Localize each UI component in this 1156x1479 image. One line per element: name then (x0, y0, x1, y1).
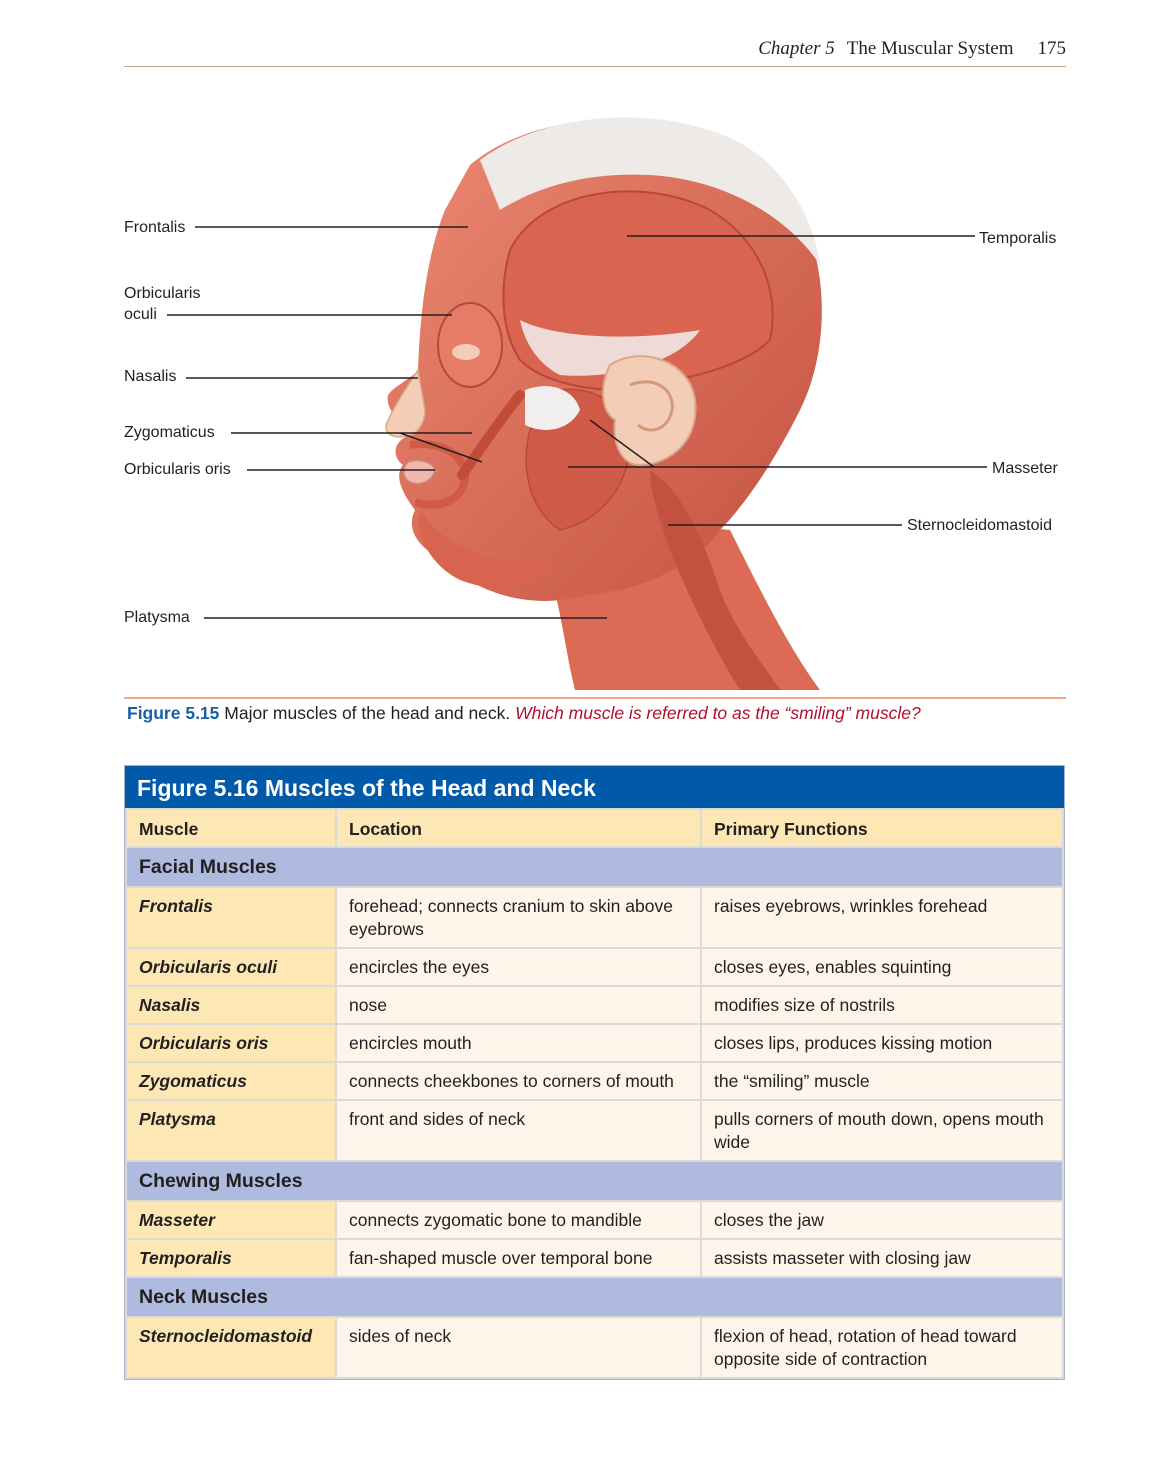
muscle-function: pulls corners of mouth down, opens mouth wide (701, 1100, 1063, 1161)
muscle-location: connects cheekbones to corners of mouth (336, 1062, 701, 1100)
muscle-name: Temporalis (126, 1239, 336, 1277)
caption-question: Which muscle is referred to as the “smiling” muscle? (515, 703, 921, 723)
muscle-location: sides of neck (336, 1317, 701, 1378)
label-orbicularis-oris: Orbicularis oris (124, 461, 231, 478)
muscle-location: forehead; connects cranium to skin above eyebrows (336, 887, 701, 948)
chapter-label: Chapter 5 (758, 38, 835, 59)
muscle-function: the “smiling” muscle (701, 1062, 1063, 1100)
muscle-location: fan-shaped muscle over temporal bone (336, 1239, 701, 1277)
group-neck-label: Neck Muscles (126, 1277, 1063, 1317)
muscle-function: modifies size of nostrils (701, 986, 1063, 1024)
table-row (126, 1239, 1063, 1277)
label-masseter: Masseter (992, 460, 1058, 477)
muscle-function: closes eyes, enables squinting (701, 948, 1063, 986)
group-facial-label: Facial Muscles (126, 847, 1063, 887)
caption-text: Major muscles of the head and neck. (224, 703, 511, 723)
label-sternocleidomastoid: Sternocleidomastoid (907, 517, 1052, 534)
label-orbicularis-oculi-2: oculi (124, 306, 157, 323)
muscle-function: flexion of head, rotation of head toward opposite side of contraction (701, 1317, 1063, 1378)
muscle-name: Orbicularis oculi (126, 948, 336, 986)
table-row (126, 1100, 1063, 1161)
muscle-function: raises eyebrows, wrinkles forehead (701, 887, 1063, 948)
table-title: Figure 5.16 Muscles of the Head and Neck (125, 766, 1064, 808)
table-row (126, 948, 1063, 986)
label-platysma: Platysma (124, 609, 190, 626)
table-header-row (126, 809, 1063, 847)
label-frontalis: Frontalis (124, 219, 186, 236)
muscle-name: Frontalis (126, 887, 336, 948)
table-row (126, 1024, 1063, 1062)
caption-rule (124, 697, 1066, 699)
table-row (126, 986, 1063, 1024)
muscle-location: front and sides of neck (336, 1100, 701, 1161)
caption-figure-number: Figure 5.15 (127, 703, 220, 723)
label-orbicularis-oculi-1: Orbicularis (124, 285, 201, 302)
label-zygomaticus: Zygomaticus (124, 424, 215, 441)
muscle-name: Sternocleidomastoid (126, 1317, 336, 1378)
group-row-facial (126, 847, 1063, 887)
figure-caption (127, 702, 921, 724)
muscle-name: Nasalis (126, 986, 336, 1024)
group-row-chewing (126, 1161, 1063, 1201)
head-illustration (0, 90, 1156, 690)
muscle-location: encircles the eyes (336, 948, 701, 986)
muscle-function: closes the jaw (701, 1201, 1063, 1239)
table-row (126, 887, 1063, 948)
muscle-name: Masseter (126, 1201, 336, 1239)
muscle-location: nose (336, 986, 701, 1024)
header-location: Location (336, 809, 701, 847)
muscle-location: encircles mouth (336, 1024, 701, 1062)
muscle-function: closes lips, produces kissing motion (701, 1024, 1063, 1062)
label-temporalis: Temporalis (979, 230, 1057, 247)
table-row (126, 1201, 1063, 1239)
running-head (124, 38, 1066, 67)
eye (452, 344, 480, 360)
chapter-title: The Muscular System (846, 38, 1014, 59)
header-muscle: Muscle (126, 809, 336, 847)
table-row (126, 1062, 1063, 1100)
page-number: 175 (1037, 38, 1066, 59)
muscle-name: Platysma (126, 1100, 336, 1161)
muscle-function: assists masseter with closing jaw (701, 1239, 1063, 1277)
muscle-name: Zygomaticus (126, 1062, 336, 1100)
group-chewing-label: Chewing Muscles (126, 1161, 1063, 1201)
group-row-neck (126, 1277, 1063, 1317)
muscle-location: connects zygomatic bone to mandible (336, 1201, 701, 1239)
muscles-table (124, 765, 1065, 1380)
muscle-name: Orbicularis oris (126, 1024, 336, 1062)
header-functions: Primary Functions (701, 809, 1063, 847)
label-nasalis: Nasalis (124, 368, 177, 385)
table-row (126, 1317, 1063, 1378)
head-muscle-figure (0, 90, 1156, 690)
muscles-table-grid (125, 808, 1064, 1379)
